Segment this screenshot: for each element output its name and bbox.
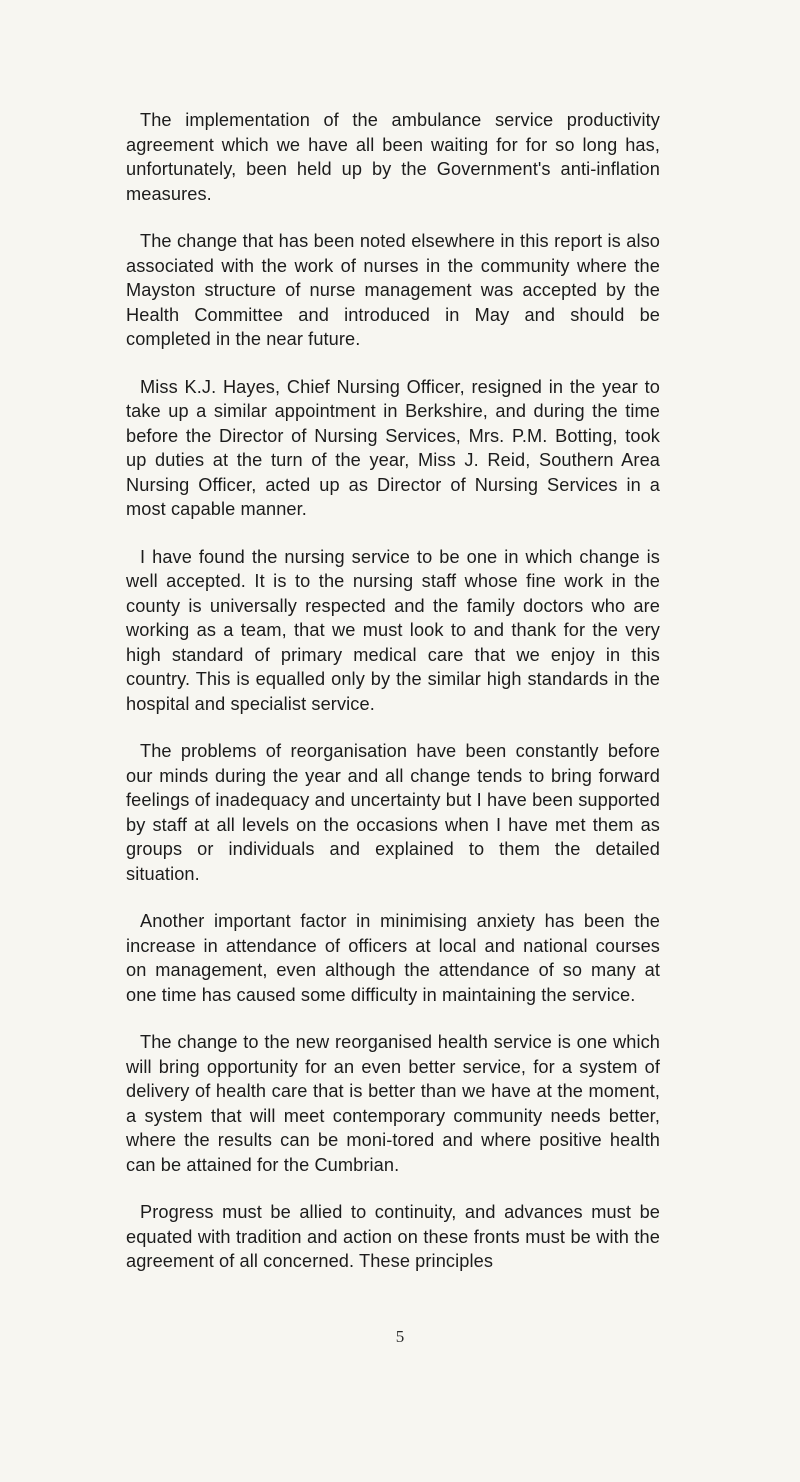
paragraph-progress-continuity: Progress must be allied to continuity, and advances must be equated with tradition and action on these fronts must be with the agreement of all concerned. These principles [126, 1202, 660, 1271]
paragraph-staff-changes: Miss K.J. Hayes, Chief Nursing Officer, resigned in the year to take up a similar appointment in Berkshire, and during the time before the Director of Nursing Services, Mrs. P.M. Botting, took up duties at the turn of the year, Miss J. Reid, Southern Area Nursing Officer, acted up as Director of Nursing Services in a most capable manner. [126, 376, 660, 519]
body-text [126, 108, 660, 1274]
paragraph-ambulance-agreement: The implementation of the ambulance service productivity agreement which we have all been waiting for for so long has, unfortunately, been held up by the Government's anti-inflation measures. [126, 110, 660, 204]
page-number: 5 [395, 1327, 405, 1346]
paragraph-nurse-management: The change that has been noted elsewhere in this report is also associated with the work of nurses in the community where the Mayston structure of nurse management was accepted by the Health Committee and introduced in May and should be completed in the near future. [126, 231, 660, 349]
paragraph-new-health-service: The change to the new reorganised health service is one which will bring opportunity for an even better service, for a system of delivery of health care that is better than we have at the moment, a system that will meet contemporary community needs better, where the results can be moni-tored and where positive health can be attained for the Cumbrian. [126, 1032, 660, 1175]
paragraph-reorganisation-problems: The problems of reorganisation have been constantly before our minds during the year and all change tends to bring forward feelings of inadequacy and uncertainty but I have been supported by staff at all levels on the occasions when I have met them as groups or individuals and explained to them the detailed situation. [126, 741, 660, 884]
paragraph-nursing-service: I have found the nursing service to be one in which change is well accepted. It is to the nursing staff whose fine work in the county is universally respected and the family doctors who are working as a team, that we must look to and thank for the very high standard of primary medical care that we enjoy in this country. This is equalled only by the similar high standards in the hospital and specialist service. [126, 546, 660, 714]
paragraph-management-courses: Another important factor in minimising anxiety has been the increase in attendance of officers at local and national courses on management, even although the attendance of so many at one time has caused some difficulty in maintaining the service. [126, 911, 660, 1005]
